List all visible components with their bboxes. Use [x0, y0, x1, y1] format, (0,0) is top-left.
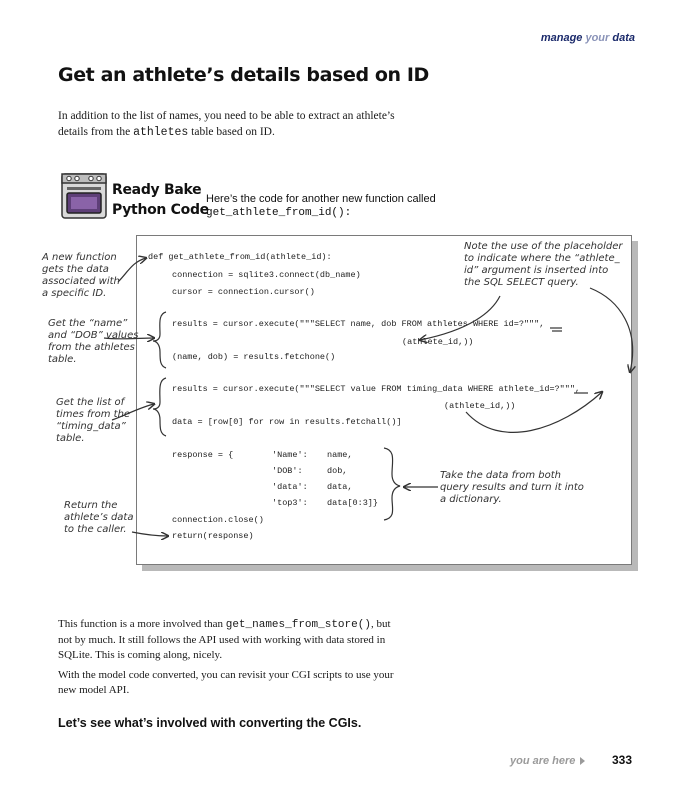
code-val-top3: data[0:3]}: [327, 498, 379, 508]
code-key-data: 'data':: [272, 482, 308, 492]
note-new-function-line: gets the data: [42, 264, 109, 275]
note-new-function-line: A new function: [42, 252, 117, 263]
p2-line-2: new model API.: [58, 684, 130, 696]
call-to-action: Let’s see what’s involved with converting the CGIs.: [58, 716, 362, 730]
arrow-placeholder-1: [420, 296, 500, 340]
code-key-dob: 'DOB':: [272, 466, 303, 476]
arrow-placeholder-2: [590, 288, 633, 372]
code-line-fetchall: data = [row[0] for row in results.fetchall()]: [172, 417, 402, 427]
note-dictionary-line: query results and turn it into: [440, 482, 584, 493]
intro-code-athletes: athletes: [133, 126, 189, 139]
arrow-get-name: [104, 338, 154, 339]
note-get-name-line: table.: [48, 354, 77, 365]
p1-line-3: SQLite. This is coming along, nicely.: [58, 649, 223, 661]
body-paragraph-1: [58, 617, 438, 663]
header-word-your: your: [585, 32, 610, 44]
note-placeholder-line: Note the use of the placeholder: [464, 241, 623, 252]
code-line-close: connection.close(): [172, 515, 264, 525]
code-val-data: data,: [327, 482, 353, 492]
note-placeholder-line: to indicate where the “athlete_: [464, 253, 620, 264]
p2-line-1: With the model code converted, you can revisit your CGI scripts to use your: [58, 669, 394, 681]
code-line-def: def get_athlete_from_id(athlete_id):: [148, 252, 332, 262]
header-word-data: data: [612, 32, 635, 44]
p1-line-1-pre: This function is a more involved than: [58, 618, 226, 630]
note-dictionary-line: a dictionary.: [440, 494, 502, 505]
brace-dictionary: [384, 448, 400, 520]
note-get-name-line: from the athletes: [48, 342, 135, 353]
note-new-function-line: associated with: [42, 276, 120, 287]
footer-arrow-icon: [580, 757, 585, 765]
p1-line-1: [58, 617, 438, 633]
ready-bake-line-1: Ready Bake: [112, 182, 202, 198]
note-new-function-line: a specific ID.: [42, 288, 107, 299]
code-key-top3: 'top3':: [272, 498, 308, 508]
intro-line-2-post: table based on ID.: [188, 126, 275, 138]
arrow-new-function: [118, 258, 146, 282]
code-line-select-athletes: results = cursor.execute("""SELECT name, dob FROM athletes WHERE id=?""",: [172, 319, 545, 329]
code-line-response: response = {: [172, 450, 234, 460]
code-line-args-1: (athlete_id,)): [402, 337, 474, 347]
code-val-name: name,: [327, 450, 353, 460]
intro-line-2-pre: details from the: [58, 126, 134, 138]
page-number: 333: [612, 753, 633, 767]
page-title: Get an athlete’s details based on ID: [58, 64, 429, 86]
note-placeholder-line: id” argument is inserted into: [464, 265, 609, 276]
note-get-times-line: Get the list of: [56, 397, 125, 408]
placeholder-underlines: [550, 328, 588, 393]
header-word-manage: manage: [540, 32, 583, 44]
caption-function-name: get_athlete_from_id():: [206, 207, 352, 219]
code-line-return: return(response): [172, 531, 254, 541]
note-get-name-line: Get the “name”: [48, 318, 128, 329]
note-get-times-line: table.: [56, 433, 85, 444]
code-line-connect: connection = sqlite3.connect(db_name): [172, 270, 361, 280]
code-line-cursor: cursor = connection.cursor(): [172, 287, 315, 297]
caption-line-1: Here’s the code for another new function called: [206, 193, 436, 205]
arrow-return: [132, 532, 168, 536]
code-val-dob: dob,: [327, 466, 348, 476]
code-line-args-2: (athlete_id,)): [444, 401, 516, 411]
code-key-name: 'Name':: [272, 450, 308, 460]
arrow-get-times: [112, 404, 154, 420]
footer-you-are-here: you are here: [510, 755, 576, 767]
p1-code-get-names: get_names_from_store(): [225, 619, 371, 631]
code-line-fetchone: (name, dob) = results.fetchone(): [172, 352, 336, 362]
note-get-times-line: times from the: [56, 409, 131, 420]
p1-line-1-post: , but: [370, 618, 391, 630]
note-return-data-line: Return the: [64, 500, 118, 511]
body-paragraph-2: [58, 668, 438, 698]
note-return-data-line: to the caller.: [64, 524, 127, 535]
note-get-name-line: and “DOB” values: [48, 330, 139, 341]
ready-bake-line-2: Python Code: [112, 202, 209, 218]
intro-line-1: In addition to the list of names, you need to be able to extract an athlete’s: [58, 110, 395, 122]
note-get-times-line: “timing_data”: [56, 421, 126, 432]
p1-line-2: not by much. It still follows the API used with working with data stored in: [58, 634, 386, 646]
brace-get-times: [153, 378, 166, 436]
note-return-data-line: athlete’s data: [64, 512, 134, 523]
note-dictionary-line: Take the data from both: [440, 470, 561, 481]
code-line-select-timing: results = cursor.execute("""SELECT value FROM timing_data WHERE athlete_id=?""",: [172, 384, 581, 394]
arrow-placeholder-3: [466, 392, 602, 432]
brace-get-name: [153, 312, 166, 368]
note-placeholder-line: the SQL SELECT query.: [464, 277, 579, 288]
